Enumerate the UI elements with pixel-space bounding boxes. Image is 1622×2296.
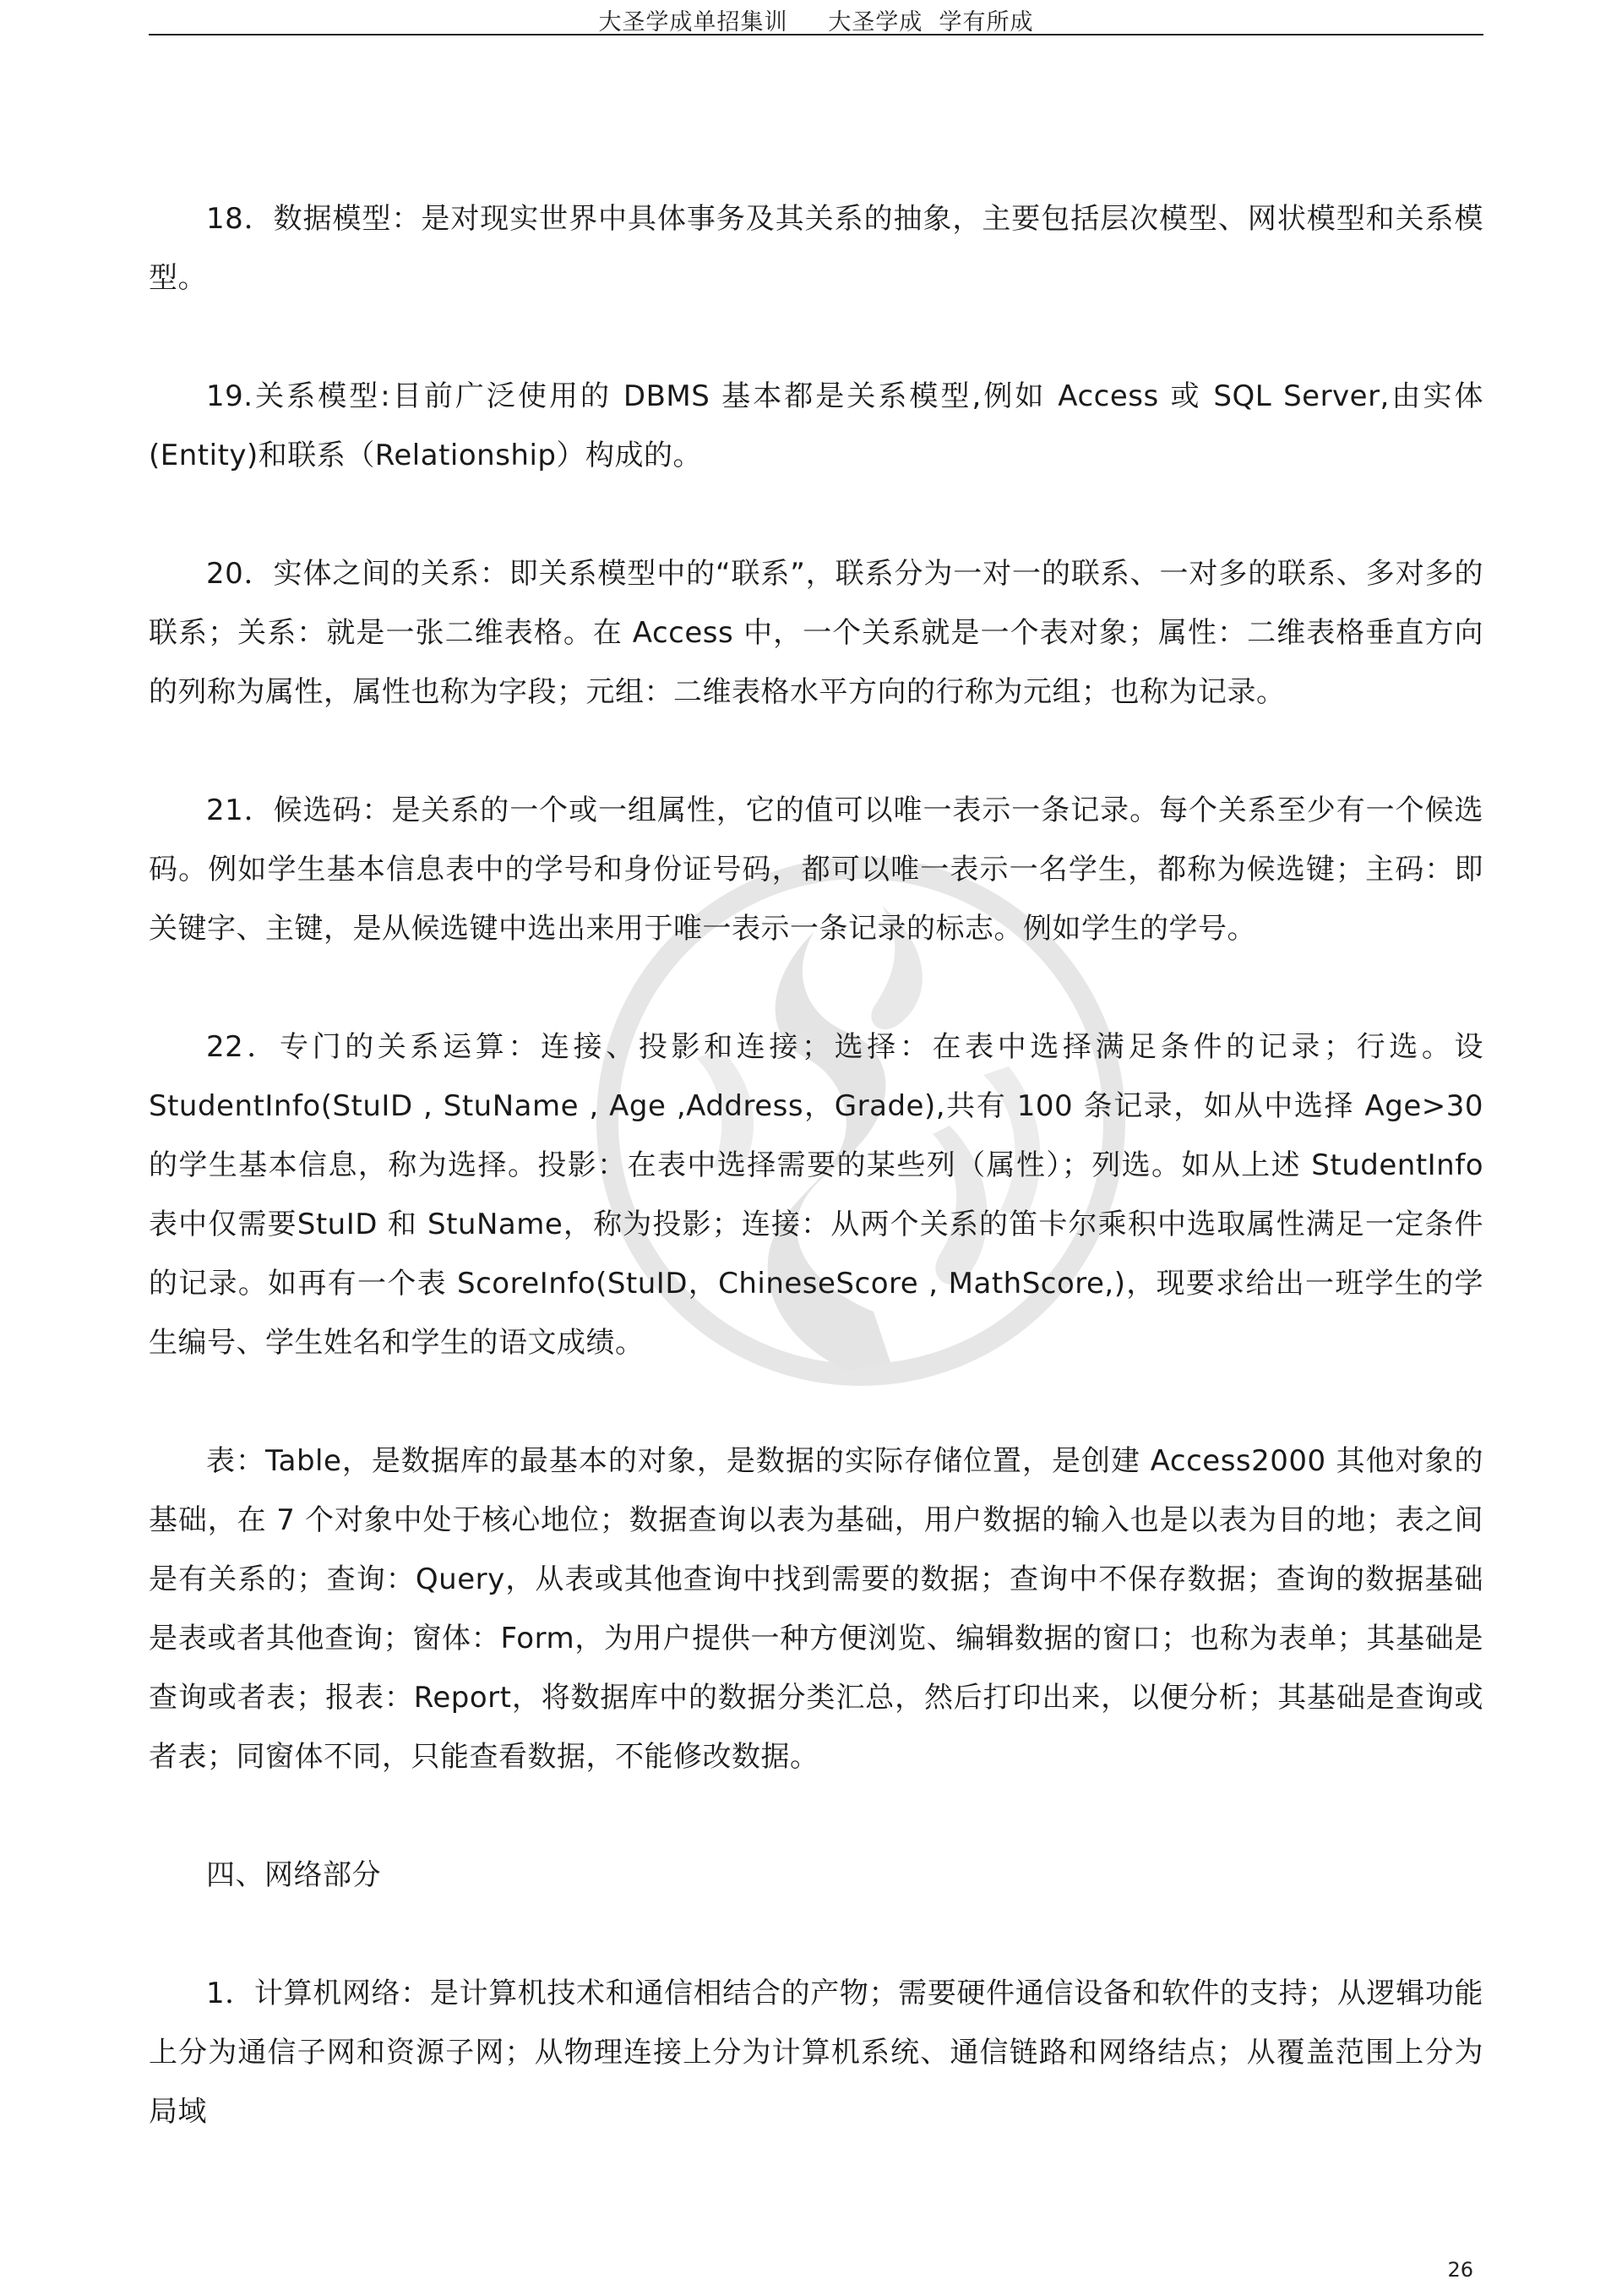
- paragraph-18-data-model: 18．数据模型：是对现实世界中具体事务及其关系的抽象，主要包括层次模型、网状模型和关系模型。: [149, 202, 1483, 295]
- paragraph-access-objects: 表：Table，是数据库的最基本的对象，是数据的实际存储位置，是创建 Access2000 其他对象的基础，在 7 个对象中处于核心地位；数据查询以表为基础，用户数据的输入也是以表为目的地；表之间是有关系的；查询：Query，从表或其他查询中找到需要的数据；查询中不保存数据；查询的数据基础是表或者其他查询；窗体：Form，为用户提供一种方便浏览、编辑数据的窗口；也称为表单；其基础是查询或者表；报表：Report，将数据库中的数据分类汇总，然后打印出来，以便分析；其基础是查询或者表；同窗体不同，只能查看数据，不能修改数据。: [149, 1444, 1483, 1774]
- page-header: [149, 0, 1483, 35]
- header-text: 大圣学成单招集训 大圣学成 学有所成: [598, 9, 1034, 35]
- paragraph-21-candidate-key: 21．候选码：是关系的一个或一组属性，它的值可以唯一表示一条记录。每个关系至少有一个候选码。例如学生基本信息表中的学号和身份证号码，都可以唯一表示一名学生，都称为候选键；主码：即关键字、主键，是从候选键中选出来用于唯一表示一条记录的标志。例如学生的学号。: [149, 794, 1483, 946]
- paragraph-20-entity-relations: 20．实体之间的关系：即关系模型中的“联系”，联系分为一对一的联系、一对多的联系、多对多的联系；关系：就是一张二维表格。在 Access 中，一个关系就是一个表对象；属性：二维表格垂直方向的列称为属性，属性也称为字段；元组：二维表格水平方向的行称为元组；也称为记录。: [149, 557, 1483, 709]
- paragraph-22-relational-operations: 22．专门的关系运算：连接、投影和连接；选择：在表中选择满足条件的记录；行选。设StudentInfo(StuID , StuName , Age ,Address，Grade),共有 100 条记录，如从中选择 Age>30 的学生基本信息，称为选择。投影：在表中选择需要的某些列（属性）；列选。如从上述 StudentInfo 表中仅需要StuID 和 StuName，称为投影；连接：从两个关系的笛卡尔乘积中选取属性满足一定条件的记录。如再有一个表 ScoreInfo(StuID，ChineseScore , MathScore,)，现要求给出一班学生的学生编号、学生姓名和学生的语文成绩。: [149, 1030, 1483, 1360]
- paragraph-19-relational-model: 19.关系模型:目前广泛使用的 DBMS 基本都是关系模型,例如 Access 或 SQL Server,由实体(Entity)和联系（Relationship）构成的。: [149, 379, 1483, 472]
- page-number: 26: [1447, 2258, 1473, 2282]
- document-body: [149, 189, 1483, 2201]
- paragraph-1-computer-network: 1．计算机网络：是计算机技术和通信相结合的产物；需要硬件通信设备和软件的支持；从逻辑功能上分为通信子网和资源子网；从物理连接上分为计算机系统、通信链路和网络结点；从覆盖范围上分为局域: [149, 1977, 1483, 2129]
- section-heading-network: 四、网络部分: [206, 1858, 381, 1892]
